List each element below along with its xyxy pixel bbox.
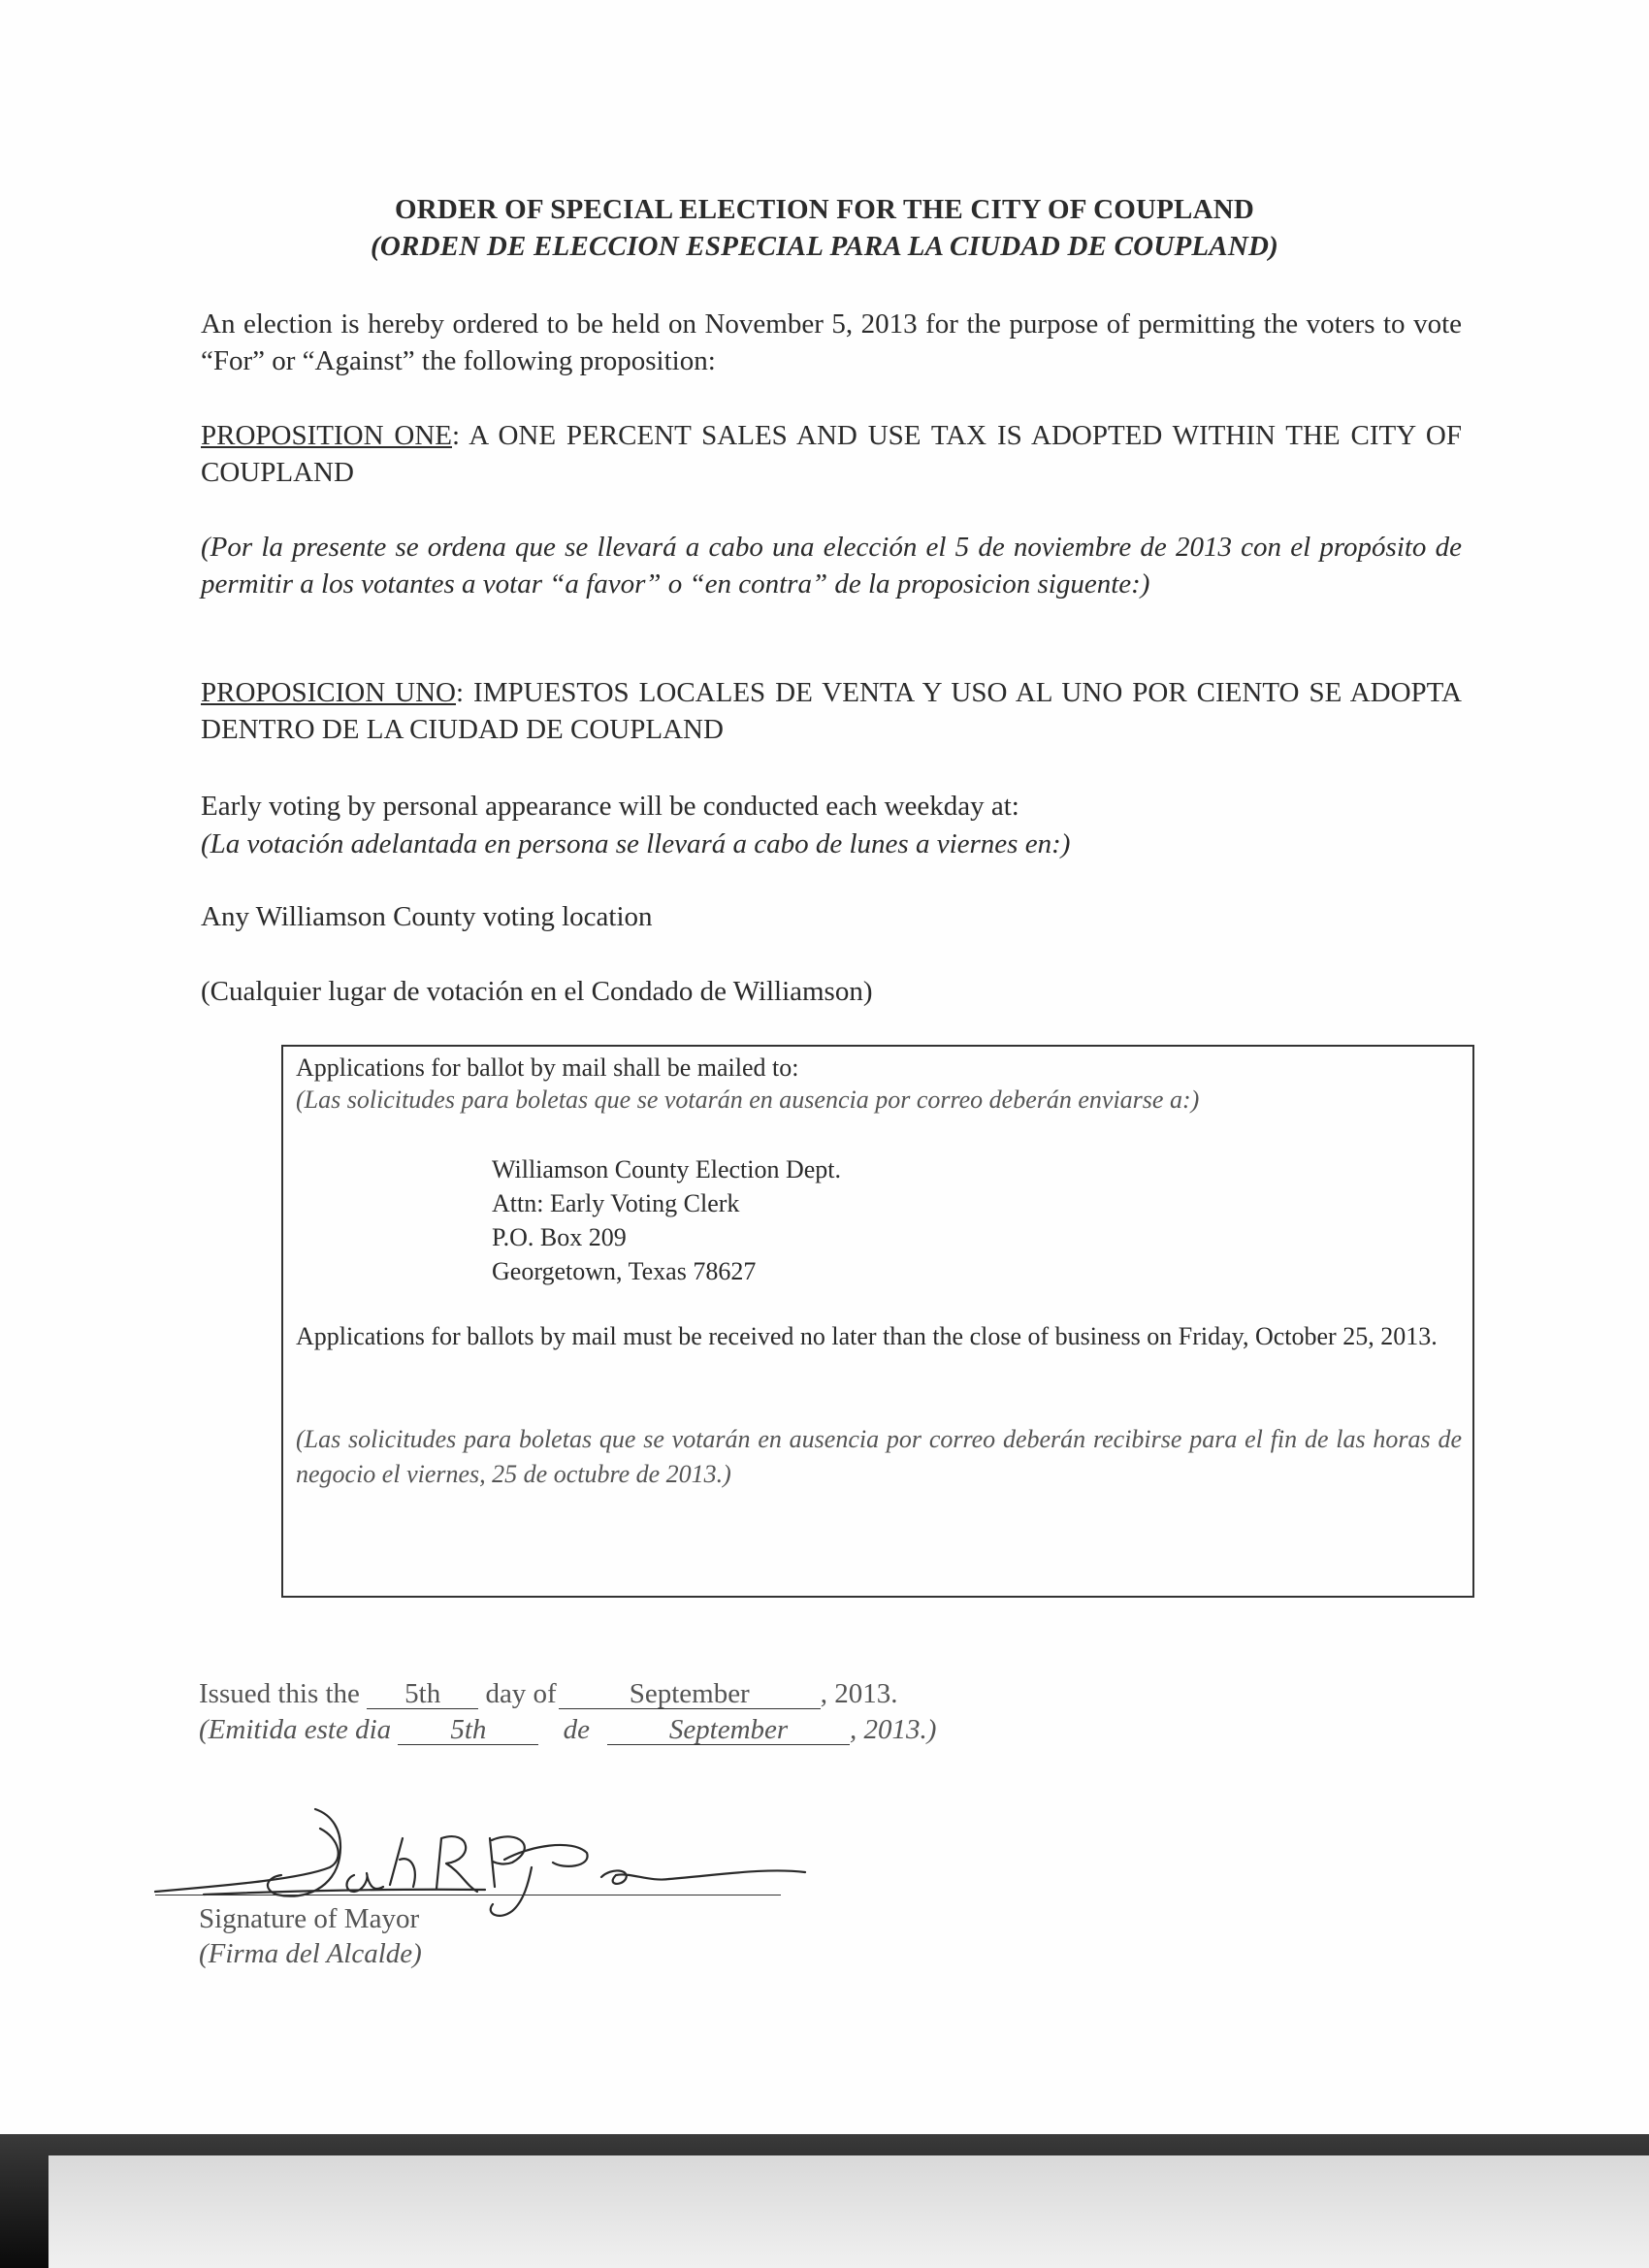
address-line-1: Williamson County Election Dept.	[492, 1155, 842, 1183]
proposicion-uno	[201, 674, 1462, 748]
early-voting-text-spanish: (La votación adelantada en persona se llevará a cabo de lunes a viernes en:)	[201, 828, 1071, 859]
mail-box-heading: Applications for ballot by mail shall be mailed to:	[296, 1053, 799, 1082]
proposition-one	[201, 417, 1462, 491]
document-title: ORDER OF SPECIAL ELECTION FOR THE CITY OF COUPLAND	[394, 194, 1255, 225]
address-line-3: P.O. Box 209	[492, 1223, 627, 1251]
issued-month-spanish: September	[607, 1715, 850, 1745]
intro-paragraph-spanish: (Por la presente se ordena que se llevará a cabo una elección el 5 de noviembre de 2013 con el propósito de permitir a los votantes a votar “a favor” o “en contra” de la proposicion siguente:)	[201, 532, 1462, 599]
address-line-4: Georgetown, Texas 78627	[492, 1257, 757, 1285]
signature-label-spanish: (Firma del Alcalde)	[199, 1938, 422, 1969]
proposicion-uno-text: : IMPUESTOS LOCALES DE VENTA Y USO AL UNO POR CIENTO SE ADOPTA DENTRO DE LA CIUDAD DE COUPLAND	[201, 677, 1462, 745]
early-voting-text: Early voting by personal appearance will be conducted each weekday at:	[201, 791, 1019, 822]
issued-year-spanish: , 2013.)	[850, 1714, 937, 1745]
mail-deadline-spanish: (Las solicitudes para boletas que se votarán en ausencia por correo deberán recibirse para el fin de las horas de negocio el viernes, 25 de octubre de 2013.)	[296, 1425, 1462, 1488]
issued-day: 5th	[367, 1679, 478, 1709]
issued-line	[199, 1675, 897, 1712]
issued-month: September	[559, 1679, 821, 1709]
document-title-spanish: (ORDEN DE ELECCION ESPECIAL PARA LA CIUDAD DE COUPLAND)	[371, 231, 1278, 262]
mail-box-heading-spanish: (Las solicitudes para boletas que se votarán en ausencia por correo deberán enviarse a:)	[296, 1085, 1200, 1114]
issued-line-spanish	[199, 1711, 936, 1748]
issued-day-spanish: 5th	[398, 1715, 538, 1745]
issued-mid-spanish: de	[563, 1714, 591, 1745]
address-line-2: Attn: Early Voting Clerk	[492, 1189, 740, 1217]
issued-prefix: Issued this the	[199, 1678, 360, 1709]
proposition-one-text: : A ONE PERCENT SALES AND USE TAX IS ADOPTED WITHIN THE CITY OF COUPLAND	[201, 420, 1462, 488]
voting-location: Any Williamson County voting location	[201, 901, 653, 932]
proposition-one-label: PROPOSITION ONE	[201, 420, 452, 451]
voting-location-spanish: (Cualquier lugar de votación en el Condado de Williamson)	[201, 976, 873, 1007]
issued-prefix-spanish: (Emitida este dia	[199, 1714, 392, 1745]
scan-edge-paper	[48, 2155, 1649, 2268]
intro-paragraph: An election is hereby ordered to be held on November 5, 2013 for the purpose of permitting the voters to vote “For” or “Against” the following proposition:	[201, 308, 1462, 376]
issued-year: , 2013.	[820, 1678, 898, 1709]
proposicion-uno-label: PROPOSICION UNO	[201, 677, 456, 708]
mail-deadline: Applications for ballots by mail must be received no later than the close of business on Friday, October 25, 2013.	[296, 1322, 1438, 1350]
signature-label: Signature of Mayor	[199, 1903, 420, 1934]
issued-mid: day of	[485, 1678, 557, 1709]
